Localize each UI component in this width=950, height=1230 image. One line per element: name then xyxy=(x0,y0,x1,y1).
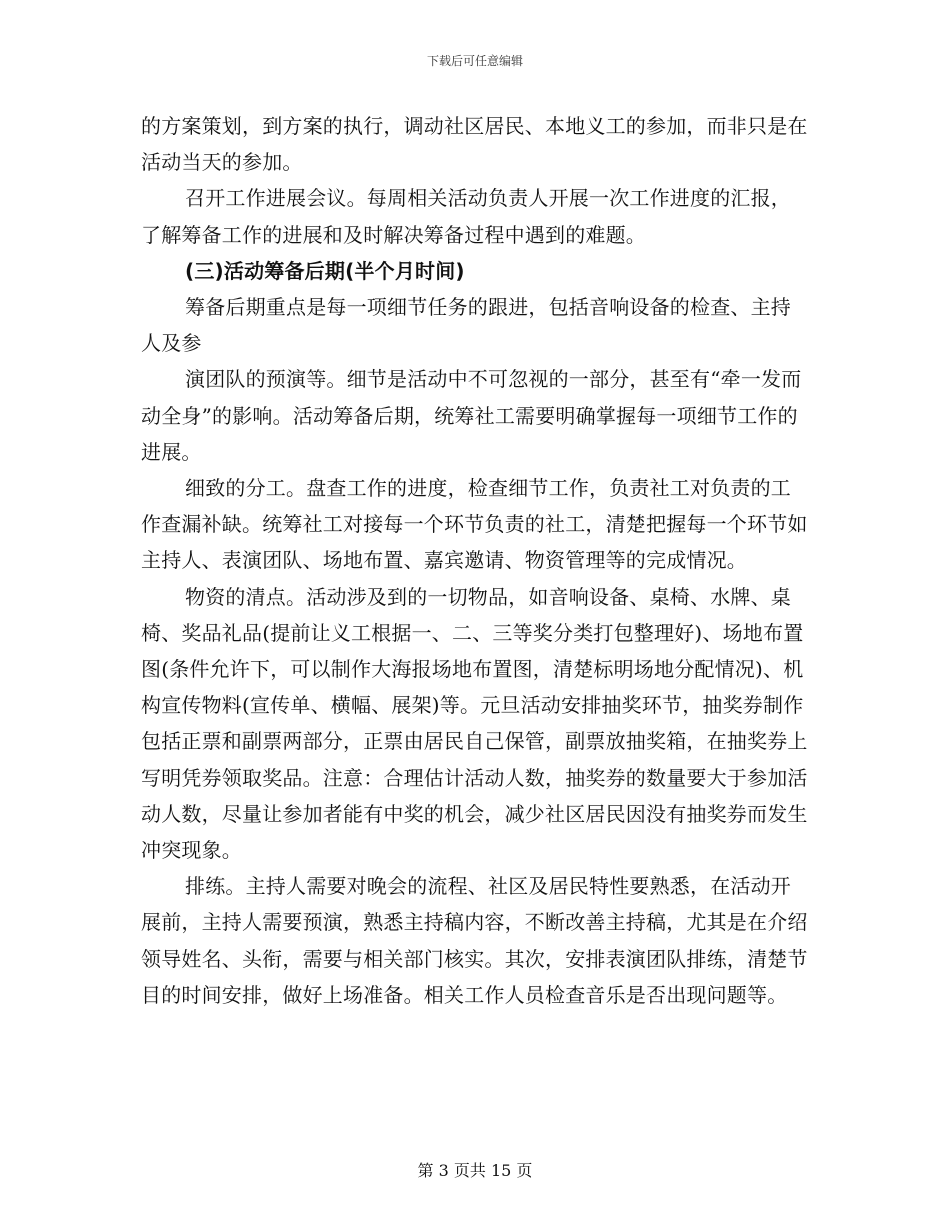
section-heading: (三)活动筹备后期(半个月时间) xyxy=(185,258,465,283)
page-footer: 第 3 页共 15 页 xyxy=(417,1161,533,1180)
paragraph-late-stage-focus: 筹备后期重点是每一项细节任务的跟进，包括音响设备的检查、主持人及参 xyxy=(141,295,791,356)
paragraph-rehearsal: 排练。主持人需要对晚会的流程、社区及居民特性要熟悉，在活动开展前，主持人需要预演，熟悉主持稿内容，不断改善主持稿，尤其是在介绍领导姓名、头衔，需要与相关部门核实。其次，安排表演团队排练，清楚节目的时间安排，做好上场准备。相关工作人员检查音乐是否出现问题等。 xyxy=(141,874,808,1007)
paragraph-rehearsal-details: 演团队的预演等。细节是活动中不可忽视的一部分，甚至有“牵一发而动全身”的影响。活动筹备后期，统筹社工需要明确掌握每一项细节工作的进展。 xyxy=(141,367,802,464)
paragraph-materials-check: 物资的清点。活动涉及到的一切物品，如音响设备、桌椅、水牌、桌椅、奖品礼品(提前让义工根据一、二、三等奖分类打包整理好)、场地布置图(条件允许下，可以制作大海报场地布置图，清楚标明场地分配情况)、机构宣传物料(宣传单、横幅、展架)等。元旦活动安排抽奖环节，抽奖券制作包括正票和副票两部分，正票由居民自己保管，副票放抽奖箱，在抽奖券上写明凭券领取奖品。注意：合理估计活动人数，抽奖券的数量要大于参加活动人数，尽量让参加者能有中奖的机会，减少社区居民因没有抽奖券而发生冲突现象。 xyxy=(141,584,808,863)
paragraph-progress-meeting: 召开工作进展会议。每周相关活动负责人开展一次工作进度的汇报，了解筹备工作的进展和及时解决筹备过程中遇到的难题。 xyxy=(141,186,791,247)
paragraph-continuation: 的方案策划，到方案的执行，调动社区居民、本地义工的参加，而非只是在活动当天的参加。 xyxy=(141,114,808,175)
page-header: 下载后可任意编辑 xyxy=(426,54,523,68)
paragraph-division-of-labor: 细致的分工。盘查工作的进度，检查细节工作，负责社工对负责的工作查漏补缺。统筹社工对接每一个环节负责的社工，清楚把握每一个环节如主持人、表演团队、场地布置、嘉宾邀请、物资管理等的完成情况。 xyxy=(141,476,808,573)
document-body xyxy=(141,108,809,1013)
